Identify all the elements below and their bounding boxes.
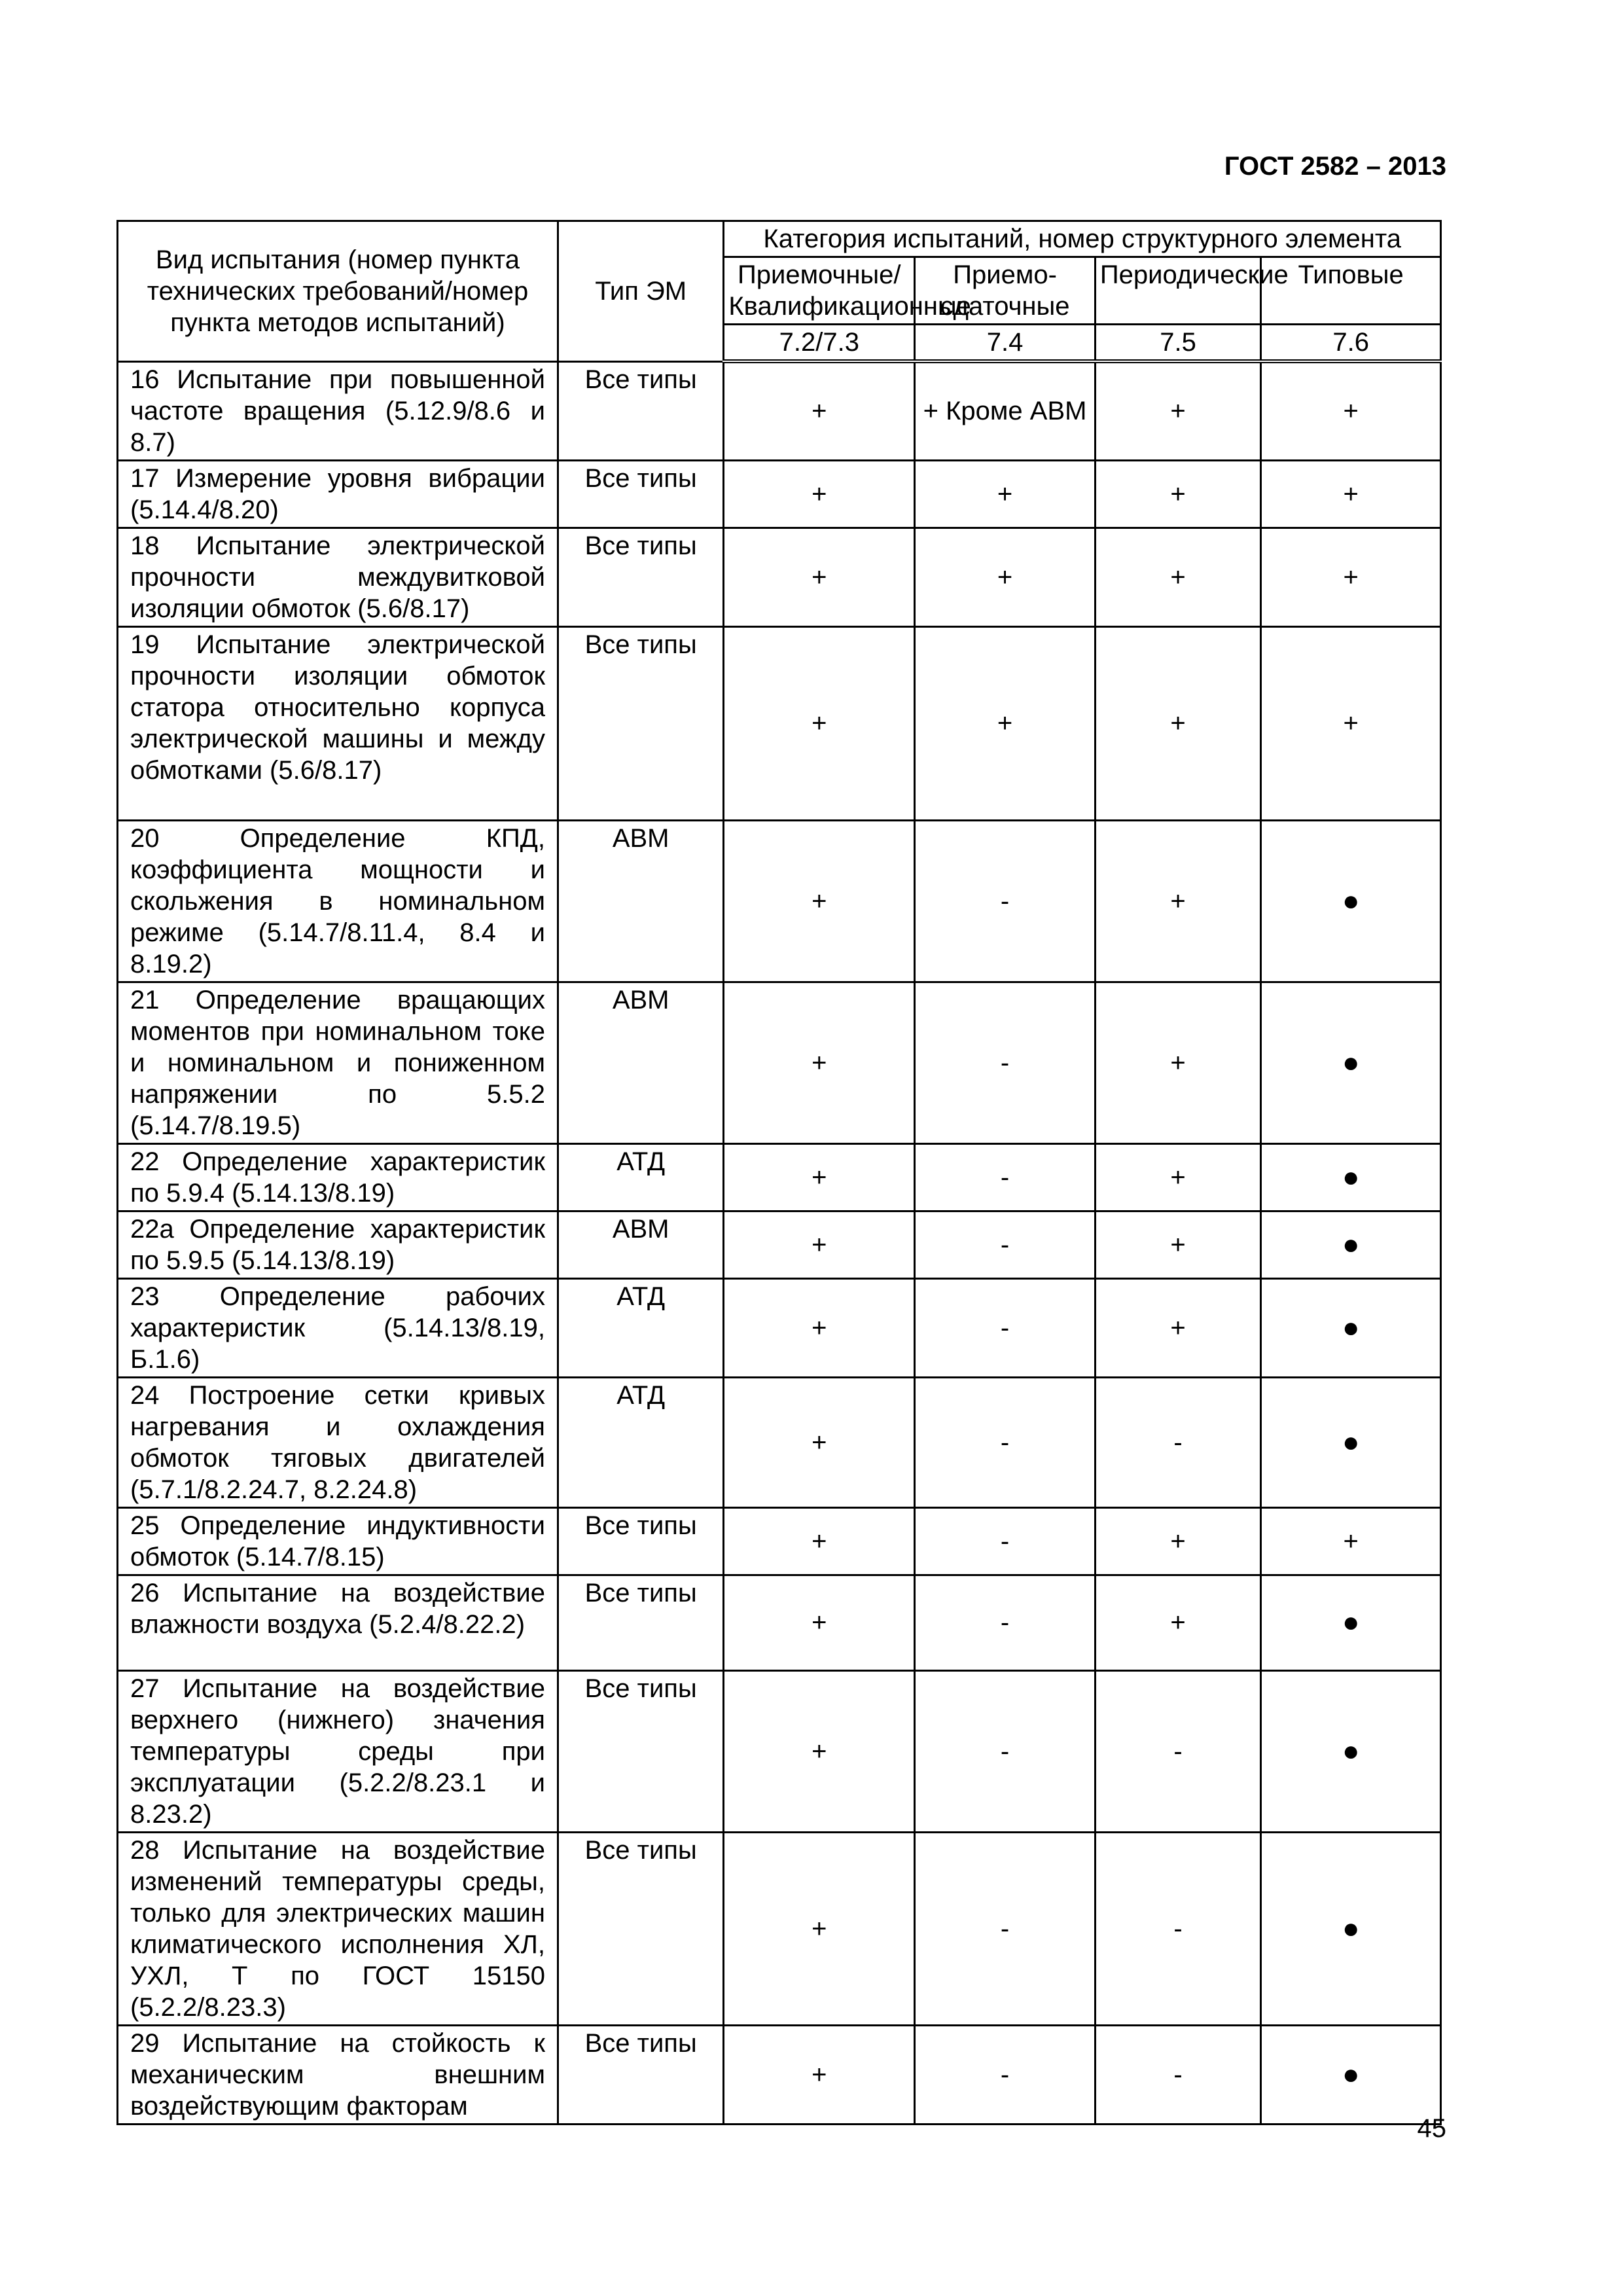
table-row xyxy=(118,1575,1441,1670)
category-mark: + xyxy=(724,1575,915,1670)
category-mark: + xyxy=(1261,626,1441,820)
table-row xyxy=(118,460,1441,528)
category-mark: + xyxy=(1261,460,1441,528)
category-mark: + xyxy=(724,820,915,982)
machine-type: Все типы xyxy=(558,1670,723,1832)
category-mark: ● xyxy=(1261,1377,1441,1507)
tests-table xyxy=(116,220,1442,2125)
document-code: ГОСТ 2582 – 2013 xyxy=(1224,152,1446,181)
category-mark: + xyxy=(1095,1211,1260,1278)
test-description: 24 Построение сетки кривых нагревания и охлаждения обмоток тяговых двигателей (5.7.1/8.2.24.7, 8.2.24.8) xyxy=(118,1377,558,1507)
category-mark: + xyxy=(724,1278,915,1377)
category-mark: + xyxy=(724,982,915,1143)
category-mark: + xyxy=(1261,361,1441,460)
category-mark: + xyxy=(1095,1507,1260,1575)
category-mark: ● xyxy=(1261,1670,1441,1832)
category-mark: + xyxy=(724,361,915,460)
category-mark: + xyxy=(1095,361,1260,460)
table-body xyxy=(118,361,1441,2124)
category-mark: + xyxy=(724,626,915,820)
category-mark: + xyxy=(724,1377,915,1507)
category-label: Приемо-сдаточные xyxy=(915,257,1096,325)
column-header-type: Тип ЭМ xyxy=(558,221,723,362)
machine-type: АТД xyxy=(558,1278,723,1377)
category-mark: - xyxy=(1095,2025,1260,2124)
category-mark: ● xyxy=(1261,1575,1441,1670)
test-description: 25 Определение индуктивности обмоток (5.14.7/8.15) xyxy=(118,1507,558,1575)
category-mark: ● xyxy=(1261,1278,1441,1377)
category-mark: + xyxy=(724,1143,915,1211)
machine-type: Все типы xyxy=(558,460,723,528)
category-mark: - xyxy=(915,1377,1096,1507)
category-mark: - xyxy=(915,1832,1096,2025)
machine-type: АВМ xyxy=(558,1211,723,1278)
test-description: 18 Испытание электрической прочности междувитковой изоляции обмоток (5.6/8.17) xyxy=(118,528,558,626)
test-description: 20 Определение КПД, коэффициента мощности и скольжения в номинальном режиме (5.14.7/8.11.4, 8.4 и 8.19.2) xyxy=(118,820,558,982)
category-mark: ● xyxy=(1261,982,1441,1143)
category-mark: ● xyxy=(1261,2025,1441,2124)
category-mark: + xyxy=(1095,982,1260,1143)
machine-type: АТД xyxy=(558,1377,723,1507)
category-mark: - xyxy=(915,1575,1096,1670)
category-mark: - xyxy=(915,1507,1096,1575)
category-mark: - xyxy=(915,1278,1096,1377)
machine-type: Все типы xyxy=(558,528,723,626)
category-code: 7.4 xyxy=(915,325,1096,362)
category-mark: ● xyxy=(1261,1143,1441,1211)
category-code: 7.5 xyxy=(1095,325,1260,362)
machine-type: АВМ xyxy=(558,820,723,982)
category-mark: + xyxy=(915,626,1096,820)
machine-type: АВМ xyxy=(558,982,723,1143)
category-mark: + xyxy=(724,2025,915,2124)
category-label: Типовые xyxy=(1261,257,1441,325)
category-mark: + xyxy=(1095,1575,1260,1670)
table-row xyxy=(118,1670,1441,1832)
table-row xyxy=(118,982,1441,1143)
category-label: Периодические xyxy=(1095,257,1260,325)
test-description: 27 Испытание на воздействие верхнего (нижнего) значения температуры среды при эксплуатации (5.2.2/8.23.1 и 8.23.2) xyxy=(118,1670,558,1832)
category-mark: - xyxy=(915,1211,1096,1278)
category-mark: + xyxy=(1095,1143,1260,1211)
test-description: 28 Испытание на воздействие изменений температуры среды, только для электрических машин климатического исполнения ХЛ, УХЛ, Т по ГОСТ 15150 (5.2.2/8.23.3) xyxy=(118,1832,558,2025)
table-row xyxy=(118,1278,1441,1377)
test-description: 21 Определение вращающих моментов при номинальном токе и номинальном и пониженном напряжении по 5.5.2 (5.14.7/8.19.5) xyxy=(118,982,558,1143)
category-mark: - xyxy=(915,820,1096,982)
category-code: 7.6 xyxy=(1261,325,1441,362)
table-row xyxy=(118,626,1441,820)
test-description: 22а Определение характеристик по 5.9.5 (5.14.13/8.19) xyxy=(118,1211,558,1278)
test-description: 22 Определение характеристик по 5.9.4 (5.14.13/8.19) xyxy=(118,1143,558,1211)
machine-type: Все типы xyxy=(558,626,723,820)
category-mark: + Кроме АВМ xyxy=(915,361,1096,460)
category-mark: + xyxy=(724,1211,915,1278)
table-row xyxy=(118,1377,1441,1507)
category-mark: - xyxy=(1095,1670,1260,1832)
test-description: 19 Испытание электрической прочности изоляции обмоток статора относительно корпуса электрической машины и между обмотками (5.6/8.17) xyxy=(118,626,558,820)
page-number: 45 xyxy=(1417,2114,1446,2143)
category-mark: + xyxy=(915,528,1096,626)
test-description: 26 Испытание на воздействие влажности воздуха (5.2.4/8.22.2) xyxy=(118,1575,558,1670)
machine-type: АТД xyxy=(558,1143,723,1211)
category-mark: ● xyxy=(1261,1832,1441,2025)
category-mark: ● xyxy=(1261,1211,1441,1278)
test-description: 17 Измерение уровня вибрации (5.14.4/8.20) xyxy=(118,460,558,528)
machine-type: Все типы xyxy=(558,1575,723,1670)
category-mark: + xyxy=(1095,528,1260,626)
category-mark: + xyxy=(1261,528,1441,626)
table-row xyxy=(118,820,1441,982)
category-mark: + xyxy=(1261,1507,1441,1575)
category-mark: + xyxy=(915,460,1096,528)
table-row xyxy=(118,528,1441,626)
table-row xyxy=(118,1507,1441,1575)
category-code: 7.2/7.3 xyxy=(724,325,915,362)
test-description: 16 Испытание при повышенной частоте вращения (5.12.9/8.6 и 8.7) xyxy=(118,361,558,460)
category-mark: + xyxy=(724,1670,915,1832)
test-description: 29 Испытание на стойкость к механическим внешним воздействующим факторам xyxy=(118,2025,558,2124)
table-row xyxy=(118,361,1441,460)
table-row xyxy=(118,1211,1441,1278)
table-row xyxy=(118,1832,1441,2025)
test-description: 23 Определение рабочих характеристик (5.14.13/8.19, Б.1.6) xyxy=(118,1278,558,1377)
category-mark: - xyxy=(915,1143,1096,1211)
machine-type: Все типы xyxy=(558,1832,723,2025)
category-mark: ● xyxy=(1261,820,1441,982)
machine-type: Все типы xyxy=(558,1507,723,1575)
category-label: Приемочные/Квалификационные xyxy=(724,257,915,325)
category-mark: + xyxy=(1095,626,1260,820)
category-mark: + xyxy=(724,1507,915,1575)
category-mark: + xyxy=(724,1832,915,2025)
machine-type: Все типы xyxy=(558,2025,723,2124)
machine-type: Все типы xyxy=(558,361,723,460)
category-mark: - xyxy=(915,982,1096,1143)
column-header-test: Вид испытания (номер пункта технических требований/номер пункта методов испытаний) xyxy=(118,221,558,362)
category-mark: - xyxy=(915,1670,1096,1832)
category-mark: + xyxy=(724,460,915,528)
category-mark: + xyxy=(1095,460,1260,528)
category-mark: - xyxy=(915,2025,1096,2124)
category-mark: + xyxy=(1095,1278,1260,1377)
column-header-category: Категория испытаний, номер структурного элемента xyxy=(724,221,1441,257)
category-mark: + xyxy=(724,528,915,626)
category-mark: + xyxy=(1095,820,1260,982)
category-mark: - xyxy=(1095,1377,1260,1507)
category-mark: - xyxy=(1095,1832,1260,2025)
table-row xyxy=(118,1143,1441,1211)
table-row xyxy=(118,2025,1441,2124)
